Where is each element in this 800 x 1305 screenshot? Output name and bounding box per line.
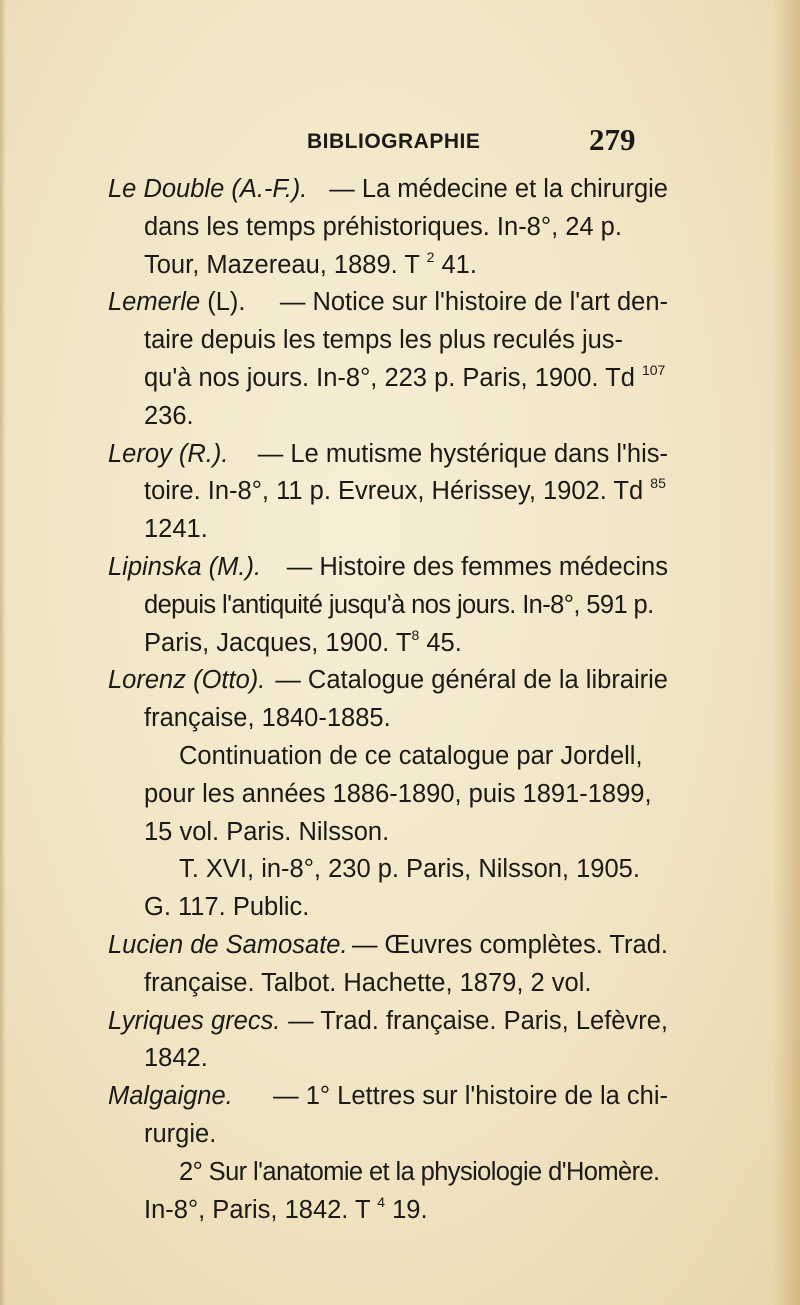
entry-line: française. Talbot. Hachette, 1879, 2 vol.	[144, 968, 592, 997]
entry-line: rurgie.	[144, 1119, 217, 1148]
entry-superscript: 8	[411, 626, 420, 643]
entry-initials: (M.).	[208, 552, 262, 581]
entry-line: — 1° Lettres sur l'histoire de la chi-	[273, 1082, 668, 1111]
entry-line: 236.	[144, 401, 194, 430]
bibliography-body	[108, 171, 668, 1229]
bibliography-entry	[108, 436, 668, 549]
entry-line: taire depuis les temps les plus reculés jus-	[144, 326, 624, 355]
entry-line: — Histoire des femmes médecins	[286, 552, 668, 581]
entry-line: — Trad. française. Paris, Lefèvre,	[288, 1006, 668, 1035]
entry-author: Le Double	[108, 175, 225, 203]
bibliography-entry	[108, 1078, 668, 1229]
entry-line: G. 117. Public.	[144, 893, 310, 922]
entry-line: — Le mutisme hystérique dans l'his-	[257, 439, 668, 468]
entry-author: Malgaigne.	[108, 1082, 233, 1111]
entry-initials: (Otto).	[193, 666, 266, 695]
entry-line: toire. In-8°, 11 p. Evreux, Hérissey, 1902. Td	[144, 477, 644, 506]
entry-author: Lyriques grecs.	[108, 1006, 281, 1035]
page-edge-shadow	[0, 0, 6, 1305]
bibliography-entry	[108, 927, 668, 1003]
entry-superscript: 85	[650, 475, 666, 492]
bibliography-entry	[108, 662, 668, 927]
entry-line: Paris, Jacques, 1900. T	[144, 628, 412, 657]
entry-author: Lipinska	[108, 552, 202, 581]
entry-initials: (A.-F.).	[231, 175, 308, 203]
entry-line: — La médecine et la chirurgie	[329, 175, 668, 203]
entry-line: Tour, Mazereau, 1889. T	[144, 250, 420, 279]
entry-line: 1842.	[144, 1044, 208, 1073]
entry-author: Lucien de Samosate.	[108, 930, 348, 959]
page-header	[0, 122, 800, 166]
entry-line: 15 vol. Paris. Nilsson.	[144, 817, 390, 846]
entry-initials: (L).	[207, 288, 246, 317]
entry-line: — Notice sur l'histoire de l'art den-	[279, 288, 668, 317]
entry-line: 1241.	[144, 515, 208, 544]
entry-line: pour les années 1886-1890, puis 1891-1899,	[144, 779, 652, 808]
bibliography-entry	[108, 1003, 668, 1079]
entry-line: Continuation de ce catalogue par Jordell,	[179, 741, 643, 770]
entry-line: depuis l'antiquité jusqu'à nos jours. In-8°, 591 p.	[144, 590, 654, 619]
entry-line: française, 1840-1885.	[144, 704, 391, 733]
entry-line: 2° Sur l'anatomie et la physiologie d'Homère.	[179, 1157, 660, 1186]
entry-author: Leroy	[108, 439, 172, 468]
entry-line: qu'à nos jours. In-8°, 223 p. Paris, 1900. Td	[144, 363, 635, 392]
entry-author: Lemerle	[108, 288, 201, 317]
page-edge-shadow	[772, 0, 800, 1305]
entry-line: 45.	[426, 628, 462, 657]
entry-superscript: 107	[641, 361, 666, 378]
entry-line: — Catalogue général de la librairie	[275, 666, 668, 695]
entry-superscript: 2	[426, 248, 435, 265]
entry-initials: (R.).	[178, 439, 229, 468]
entry-line: T. XVI, in-8°, 230 p. Paris, Nilsson, 1905.	[179, 855, 640, 884]
bibliography-entry	[108, 284, 668, 435]
entry-line: 41.	[441, 250, 477, 279]
running-head: BIBLIOGRAPHIE	[307, 130, 481, 153]
entry-line: — Œuvres complètes. Trad.	[351, 930, 668, 959]
entry-line: In-8°, Paris, 1842. T	[144, 1195, 371, 1224]
entry-superscript: 4	[377, 1193, 386, 1210]
bibliography-entry	[108, 171, 668, 284]
page-number: 279	[589, 122, 636, 157]
entry-line: dans les temps préhistoriques. In-8°, 24 p.	[144, 212, 622, 241]
entry-line: 19.	[392, 1195, 428, 1224]
entry-author: Lorenz	[108, 666, 186, 695]
bibliography-entry	[108, 549, 668, 662]
